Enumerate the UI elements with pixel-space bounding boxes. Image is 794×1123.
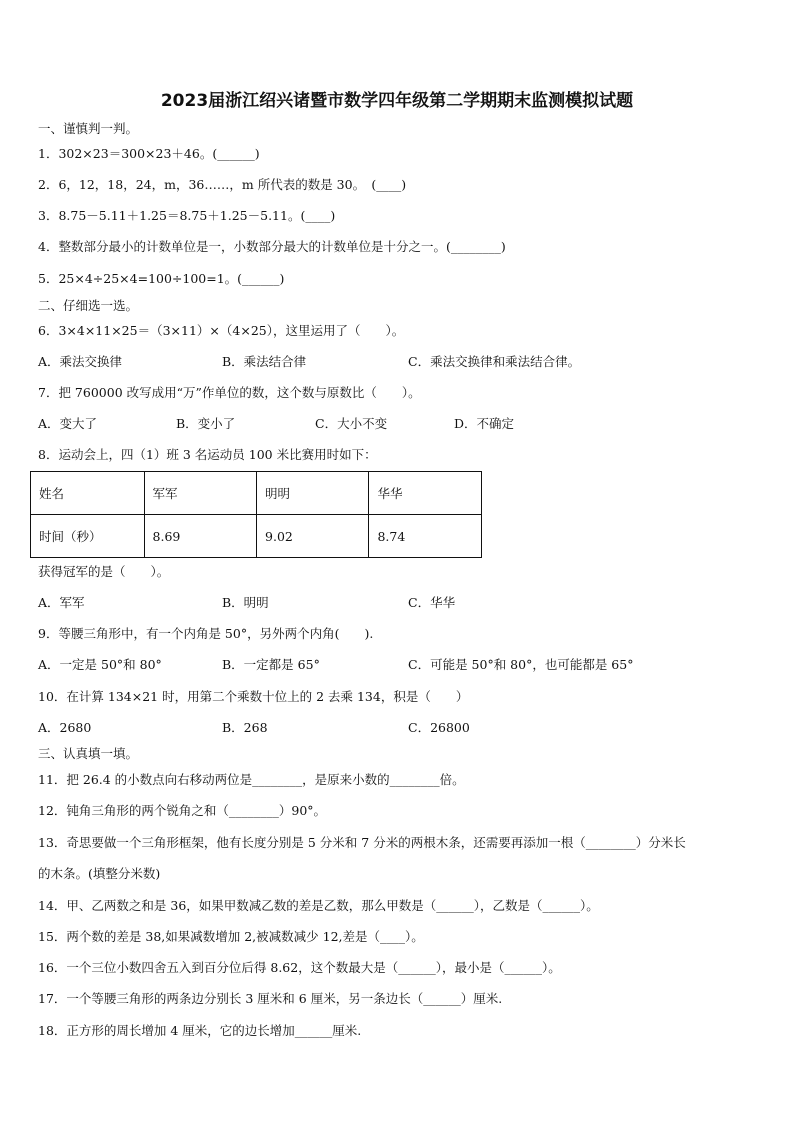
q9-option-a: A．一定是 50°和 80° <box>38 657 162 672</box>
table-cell: 华华 <box>369 472 482 515</box>
table-cell: 9.02 <box>257 515 369 558</box>
q10-option-a: A．2680 <box>38 720 92 735</box>
q7-option-d: D．不确定 <box>454 416 515 431</box>
question-2: 2．6，12，18，24，m，36……，m 所代表的数是 30。 (____) <box>38 177 407 192</box>
q10-option-b: B．268 <box>222 720 268 735</box>
table-cell: 8.69 <box>144 515 256 558</box>
q8-option-a: A．军军 <box>38 595 85 610</box>
question-8: 8．运动会上，四（1）班 3 名运动员 100 米比赛用时如下： <box>38 447 377 462</box>
q7-option-c: C．大小不变 <box>315 416 388 431</box>
q9-option-b: B．一定都是 65° <box>222 657 320 672</box>
question-10: 10．在计算 134×21 时，用第二个乘数十位上的 2 去乘 134，积是（ ） <box>38 689 469 704</box>
question-18: 18．正方形的周长增加 4 厘米，它的边长增加______厘米. <box>38 1023 362 1038</box>
question-11: 11．把 26.4 的小数点向右移动两位是________，是原来小数的________倍。 <box>38 772 465 787</box>
question-8-prompt: 获得冠军的是（ ）。 <box>38 564 170 579</box>
q10-option-c: C．26800 <box>408 720 470 735</box>
q7-option-b: B．变小了 <box>176 416 236 431</box>
table-cell: 明明 <box>257 472 369 515</box>
q6-option-c: C．乘法交换律和乘法结合律。 <box>408 354 581 369</box>
question-6: 6．3×4×11×25＝（3×11）×（4×25），这里运用了（ ）。 <box>38 323 405 338</box>
question-7: 7．把 760000 改写成用“万”作单位的数，这个数与原数比（ ）。 <box>38 385 421 400</box>
q8-option-c: C．华华 <box>408 595 456 610</box>
table-cell: 8.74 <box>369 515 482 558</box>
table-cell: 时间（秒） <box>31 515 145 558</box>
question-15: 15．两个数的差是 38,如果减数增加 2,被减数减少 12,差是（____）。 <box>38 929 424 944</box>
question-14: 14．甲、乙两数之和是 36，如果甲数减乙数的差是乙数，那么甲数是（______），乙数是（______）。 <box>38 898 599 913</box>
question-5: 5．25×4÷25×4=100÷100=1。(______) <box>38 271 285 286</box>
question-13-continued: 的木条。(填整分米数) <box>38 866 161 881</box>
question-16: 16．一个三位小数四舍五入到百分位后得 8.62，这个数最大是（______），最小是（______）。 <box>38 960 561 975</box>
q9-option-c: C．可能是 50°和 80°，也可能都是 65° <box>408 657 634 672</box>
exam-title: 2023届浙江绍兴诸暨市数学四年级第二学期期末监测模拟试题 <box>160 91 634 111</box>
q6-option-a: A．乘法交换律 <box>38 354 123 369</box>
table-cell: 军军 <box>144 472 256 515</box>
question-13: 13．奇思要做一个三角形框架，他有长度分别是 5 分米和 7 分米的两根木条，还需要再添加一根（________）分米长 <box>38 835 686 850</box>
question-17: 17．一个等腰三角形的两条边分别长 3 厘米和 6 厘米，另一条边长（______）厘米. <box>38 991 503 1006</box>
question-4: 4．整数部分最小的计数单位是一，小数部分最大的计数单位是十分之一。(________) <box>38 239 506 254</box>
q7-option-a: A．变大了 <box>38 416 98 431</box>
table-cell: 姓名 <box>31 472 145 515</box>
section-heading-judge: 一、谨慎判一判。 <box>38 121 139 136</box>
question-3: 3．8.75－5.11＋1.25＝8.75＋1.25－5.11。(____) <box>38 208 336 223</box>
table-header-row <box>31 472 482 515</box>
question-9: 9．等腰三角形中，有一个内角是 50°，另外两个内角( ). <box>38 626 374 641</box>
race-time-table <box>30 471 482 558</box>
section-heading-choose: 二、仔细选一选。 <box>38 298 139 313</box>
question-12: 12．钝角三角形的两个锐角之和（________）90°。 <box>38 803 327 818</box>
q8-option-b: B．明明 <box>222 595 269 610</box>
table-row <box>31 515 482 558</box>
q6-option-b: B．乘法结合律 <box>222 354 307 369</box>
section-heading-fill: 三、认真填一填。 <box>38 746 139 761</box>
question-1: 1．302×23＝300×23＋46。(______) <box>38 146 260 161</box>
